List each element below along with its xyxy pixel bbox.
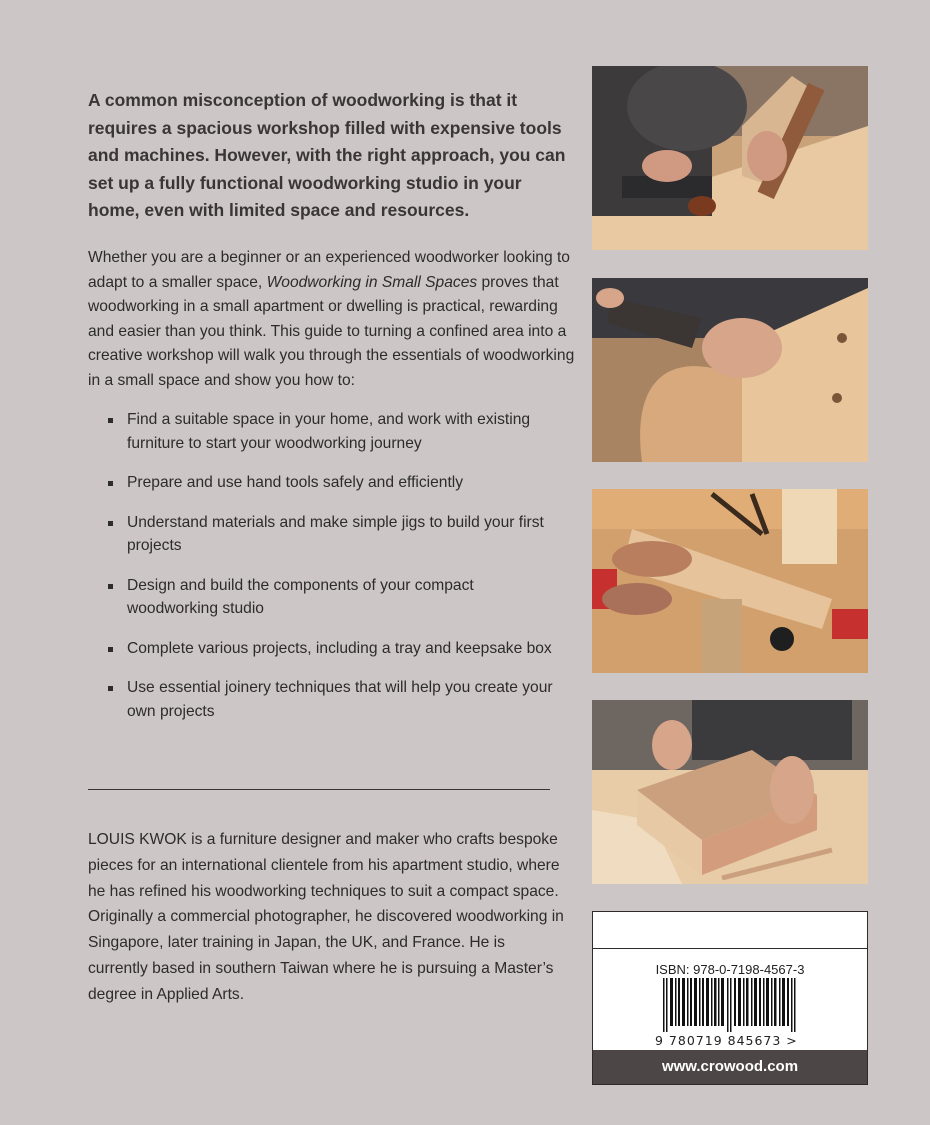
bullet-icon xyxy=(108,686,113,691)
barcode-panel xyxy=(592,911,868,1085)
list-item xyxy=(108,408,558,455)
description-paragraph xyxy=(88,246,578,393)
list-item xyxy=(108,574,558,621)
publisher-url[interactable]: www.crowood.com xyxy=(593,1050,867,1084)
bullet-icon xyxy=(108,521,113,526)
list-item xyxy=(108,637,558,661)
barcode-icon xyxy=(663,978,798,1032)
list-item-text: Use essential joinery techniques that will help you create your own projects xyxy=(127,679,553,720)
description-after: proves that woodworking in a small apartment or dwelling is practical, rewarding and easier than you think. This guide to turning a confined area into a creative workshop will walk you through the essentials of woodworking in a small space and show you how to: xyxy=(88,273,575,389)
barcode-digits: 9 780719 845673 > xyxy=(655,1033,798,1048)
bullet-icon xyxy=(108,584,113,589)
photo-marking xyxy=(592,489,868,673)
feature-list xyxy=(108,408,558,739)
photo-hand-plane xyxy=(592,66,868,250)
list-item-text: Understand materials and make simple jigs to build your first projects xyxy=(127,513,544,554)
book-title: Woodworking in Small Spaces xyxy=(266,273,478,291)
list-item-text: Design and build the components of your compact woodworking studio xyxy=(127,576,474,617)
list-item-text: Complete various projects, including a tray and keepsake box xyxy=(127,639,552,657)
photo-saw xyxy=(592,278,868,462)
intro-text: A common misconception of woodworking is that it requires a spacious workshop filled with expensive tools and machines. However, with the right approach, you can set up a fully functional woodworking studio in your home, even with limited space and resources. xyxy=(88,90,566,220)
list-item-text: Find a suitable space in your home, and work with existing furniture to start your woodworking journey xyxy=(127,411,531,452)
price-area xyxy=(593,912,867,949)
bullet-icon xyxy=(108,647,113,652)
photo-box xyxy=(592,700,868,884)
list-item xyxy=(108,511,558,558)
section-divider xyxy=(88,789,550,790)
bullet-icon xyxy=(108,481,113,486)
list-item xyxy=(108,471,558,495)
bullet-icon xyxy=(108,418,113,423)
author-name: LOUIS KWOK xyxy=(88,831,187,848)
list-item-text: Prepare and use hand tools safely and efficiently xyxy=(127,474,464,491)
list-item xyxy=(108,676,558,723)
description-before: Whether you are a beginner or an experienced woodworker looking to adapt to a smaller space, xyxy=(88,249,570,291)
isbn-label: ISBN: 978-0-7198-4567-3 xyxy=(655,962,805,977)
author-bio-text: is a furniture designer and maker who crafts bespoke pieces for an international clientele from his apartment studio, where he has refined his woodworking techniques to suit a compact space. Originally a commercial photographer, he discovered woodworking in Singapore, later training in Japan, the UK, and France. He is currently based in southern Taiwan where he is pursuing a Master’s degree in Applied Arts. xyxy=(88,831,564,1003)
author-bio xyxy=(88,827,568,1008)
